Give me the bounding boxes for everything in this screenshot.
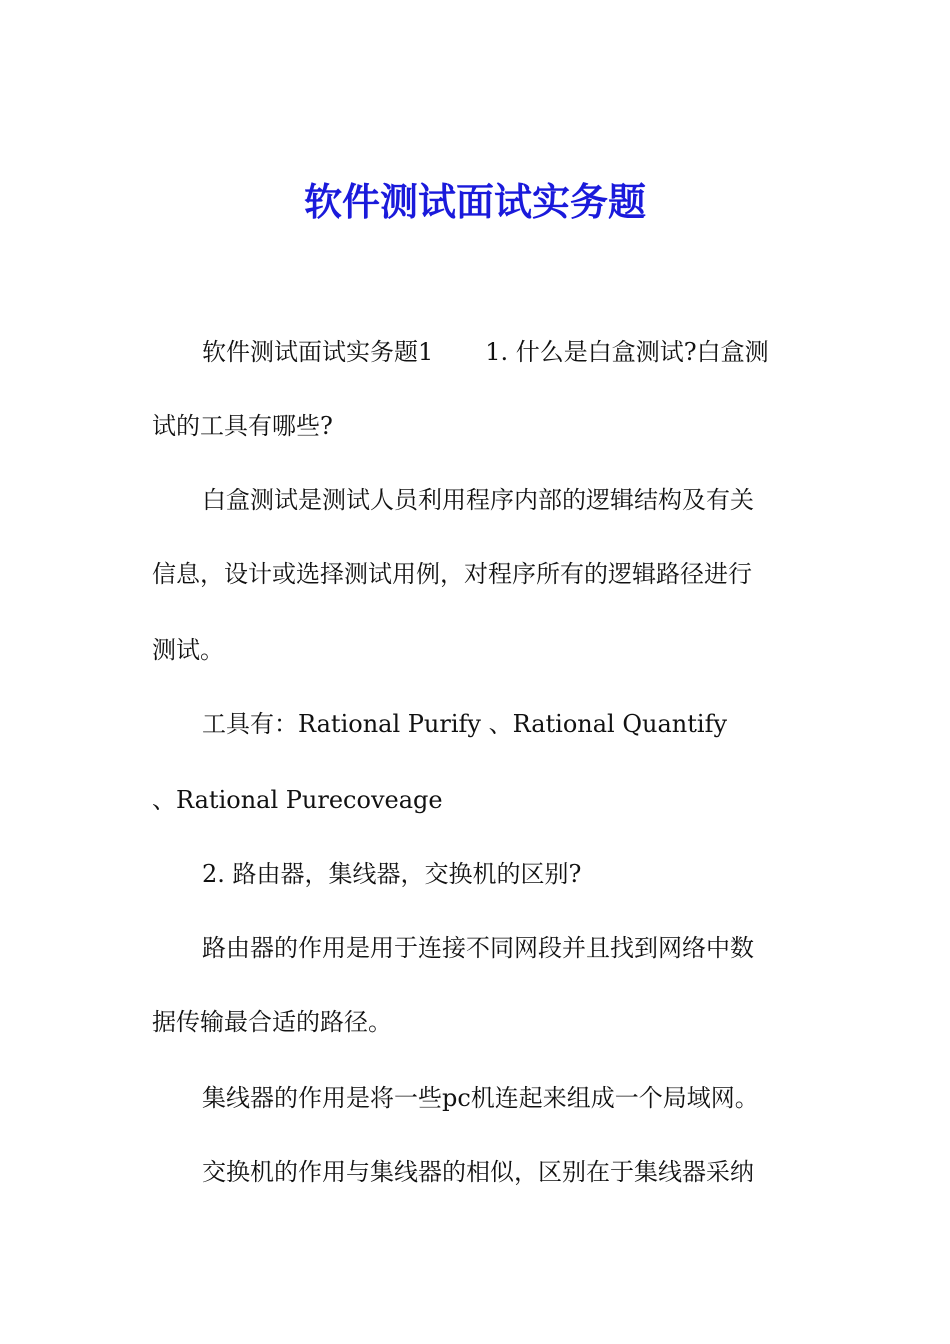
paragraph-line: 试的工具有哪些? — [152, 412, 333, 440]
paragraph-line: 测试。 — [152, 636, 224, 664]
paragraph-line: 集线器的作用是将一些pc机连起来组成一个局域网。 — [202, 1084, 759, 1112]
paragraph-line: 、Rational Purecoveage — [152, 786, 443, 814]
paragraph-line: 白盒测试是测试人员利用程序内部的逻辑结构及有关 — [202, 486, 754, 514]
paragraph-line: 工具有：Rational Purify 、Rational Quantify — [202, 710, 728, 738]
document-title: 软件测试面试实务题 — [303, 179, 646, 224]
paragraph-line: 据传输最合适的路径。 — [152, 1008, 392, 1036]
paragraph-line — [202, 336, 812, 368]
paragraph-line: 信息，设计或选择测试用例，对程序所有的逻辑路径进行 — [152, 560, 752, 588]
paragraph-line: 路由器的作用是用于连接不同网段并且找到网络中数 — [202, 934, 754, 962]
question-heading: 1. 什么是白盒测试?白盒测 — [485, 338, 769, 366]
paragraph-line: 交换机的作用与集线器的相似，区别在于集线器采纳 — [202, 1158, 754, 1186]
paragraph-line: 2. 路由器，集线器，交换机的区别? — [202, 860, 582, 888]
section-heading: 软件测试面试实务题1 — [202, 338, 434, 366]
